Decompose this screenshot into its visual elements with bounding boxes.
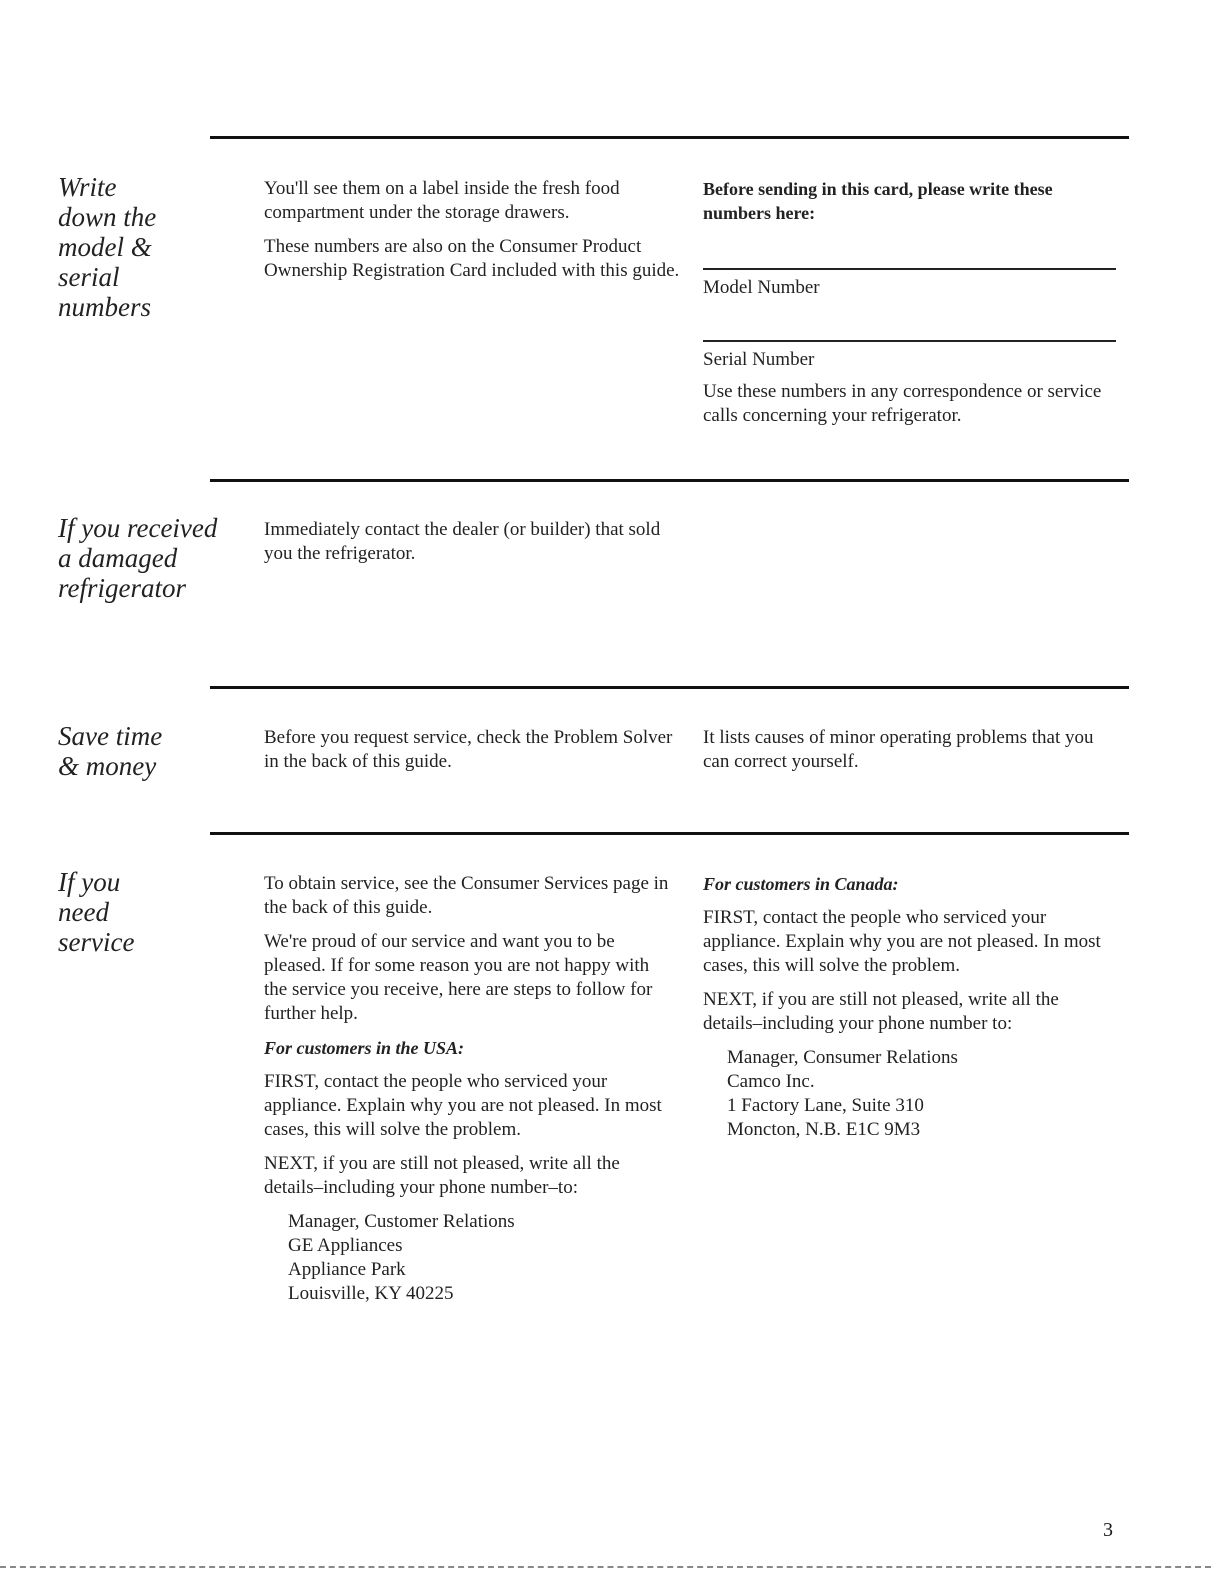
section-heading-save-time <box>58 721 228 781</box>
section-divider <box>210 832 1129 835</box>
serial-number-label: Serial Number <box>703 349 815 370</box>
heading-line: numbers <box>58 292 151 322</box>
save-time-text-2 <box>703 726 1123 784</box>
model-serial-form <box>703 177 1116 235</box>
section-heading-model-serial <box>58 172 228 322</box>
paragraph: Use these numbers in any correspondence or service calls concerning your refrigerator. <box>703 381 1102 426</box>
heading-line: model & <box>58 232 152 262</box>
page-number: 3 <box>1103 1519 1113 1541</box>
paragraph: These numbers are also on the Consumer Product Ownership Registration Card included with this guide. <box>264 236 680 281</box>
form-intro: Before sending in this card, please write these numbers here: <box>703 179 1053 223</box>
section-heading-damaged <box>58 513 228 603</box>
address-line: GE Appliances <box>288 1235 403 1256</box>
heading-line: serial <box>58 262 120 292</box>
paragraph: We're proud of our service and want you to be pleased. If for some reason you are not happy with the service you receive, here are steps to follow for further help. <box>264 931 653 1024</box>
paragraph: Before you request service, check the Problem Solver in the back of this guide. <box>264 727 673 772</box>
service-canada-column <box>703 872 1113 1152</box>
paragraph: It lists causes of minor operating problems that you can correct yourself. <box>703 727 1094 772</box>
heading-line: a damaged <box>58 543 178 573</box>
address-line: Camco Inc. <box>727 1071 815 1092</box>
paragraph: Immediately contact the dealer (or builder) that sold you the refrigerator. <box>264 519 661 564</box>
model-serial-text <box>264 177 689 293</box>
heading-line: If you <box>58 867 121 897</box>
model-number-label: Model Number <box>703 277 820 298</box>
address-line: Manager, Customer Relations <box>288 1211 515 1232</box>
heading-line: service <box>58 927 135 957</box>
section-divider <box>210 136 1129 139</box>
address-line: Manager, Consumer Relations <box>727 1047 958 1068</box>
usa-address <box>264 1210 674 1306</box>
canada-address <box>703 1046 1113 1142</box>
model-number-line[interactable] <box>703 268 1116 270</box>
damaged-text <box>264 518 664 576</box>
save-time-text <box>264 726 689 784</box>
serial-number-field[interactable] <box>703 340 1116 372</box>
address-line: Appliance Park <box>288 1259 406 1280</box>
paragraph: NEXT, if you are still not pleased, write all the details–including your phone number to: <box>703 989 1059 1034</box>
heading-line: If you received <box>58 513 218 543</box>
service-usa-column <box>264 872 674 1316</box>
heading-line: Write <box>58 172 117 202</box>
heading-line: down the <box>58 202 157 232</box>
paragraph: NEXT, if you are still not pleased, write all the details–including your phone number–to: <box>264 1153 620 1198</box>
address-line: 1 Factory Lane, Suite 310 <box>727 1095 924 1116</box>
paragraph: To obtain service, see the Consumer Services page in the back of this guide. <box>264 873 669 918</box>
address-line: Louisville, KY 40225 <box>288 1283 454 1304</box>
paragraph: FIRST, contact the people who serviced your appliance. Explain why you are not pleased. In most cases, this will solve the problem. <box>703 907 1101 976</box>
paragraph: FIRST, contact the people who serviced your appliance. Explain why you are not pleased. In most cases, this will solve the problem. <box>264 1071 662 1140</box>
section-divider <box>210 686 1129 689</box>
heading-line: & money <box>58 751 157 781</box>
heading-line: need <box>58 897 109 927</box>
heading-line: Save time <box>58 721 163 751</box>
address-line: Moncton, N.B. E1C 9M3 <box>727 1119 921 1140</box>
paragraph: You'll see them on a label inside the fresh food compartment under the storage drawers. <box>264 178 620 223</box>
heading-line: refrigerator <box>58 573 186 603</box>
serial-number-line[interactable] <box>703 340 1116 342</box>
scan-edge-line <box>0 1566 1211 1568</box>
model-number-field[interactable] <box>703 268 1116 300</box>
usa-label: For customers in the USA: <box>264 1038 465 1058</box>
model-serial-note <box>703 380 1116 438</box>
section-divider <box>210 479 1129 482</box>
section-heading-need-service <box>58 867 228 957</box>
canada-label: For customers in Canada: <box>703 874 899 894</box>
